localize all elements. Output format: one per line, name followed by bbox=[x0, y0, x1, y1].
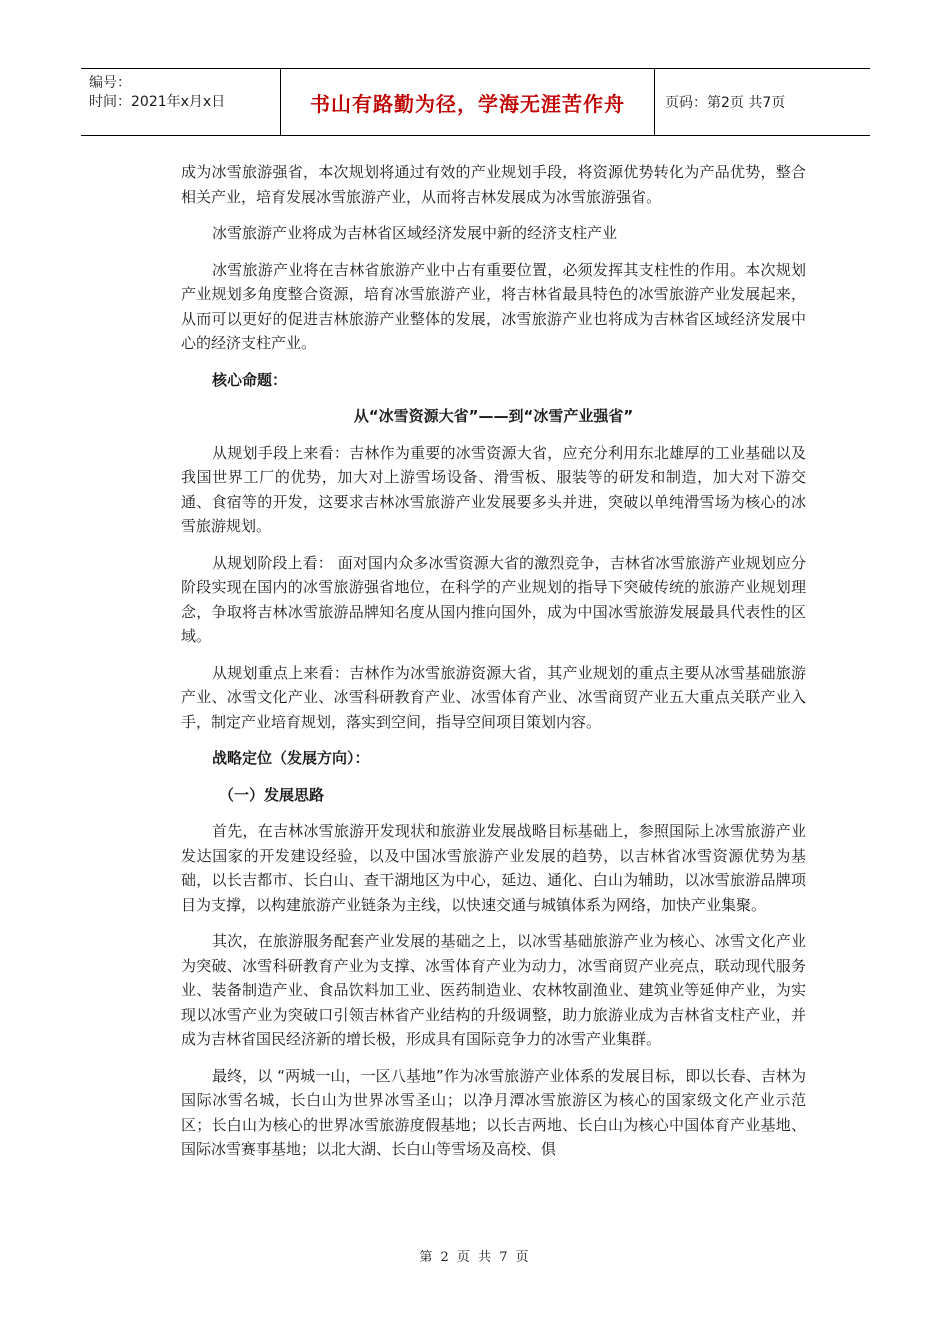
paragraph: 其次，在旅游服务配套产业发展的基础之上，以冰雪基础旅游产业为核心、冰雪文化产业为突破、冰雪科研教育产业为支撑、冰雪体育产业为动力，冰雪商贸产业亮点，联动现代服务业、装备制造产业、食品饮料加工业、医药制造业、农林牧副渔业、建筑业等延伸产业，为实现以冰雪产业为突破口引领吉林省产业结构的升级调整，助力旅游业成为吉林省支柱产业，并成为吉林省国民经济新的增长极，形成具有国际竞争力的冰雪产业集群。 bbox=[181, 932, 806, 1048]
subsection-heading: （一）发展思路 bbox=[219, 785, 325, 804]
section-heading: 战略定位（发展方向）： bbox=[212, 749, 370, 767]
paragraph: 从规划重点上来看：吉林作为冰雪旅游资源大省，其产业规划的重点主要从冰雪基础旅游产业、冰雪文化产业、冰雪科研教育产业、冰雪体育产业、冰雪商贸产业五大重点关联产业入手，制定产业培育规划，落实到空间，指导空间项目策划内容。 bbox=[181, 663, 806, 731]
paragraph: 从规划手段上来看：吉林作为重要的冰雪资源大省，应充分利用东北雄厚的工业基础以及我国世界工厂的优势，加大对上游雪场设备、滑雪板、服装等的研发和制造，加大对下游交通、食宿等的开发，这要求吉林冰雪旅游产业发展要多头并进，突破以单纯滑雪场为核心的冰雪旅游规划。 bbox=[181, 443, 806, 535]
paragraph: 成为冰雪旅游强省，本次规划将通过有效的产业规划手段，将资源优势转化为产品优势，整合相关产业，培育发展冰雪旅游产业，从而将吉林发展成为冰雪旅游强省。 bbox=[181, 163, 806, 206]
paragraph: 冰雪旅游产业将成为吉林省区域经济发展中新的经济支柱产业 bbox=[212, 224, 618, 242]
section-heading: 核心命题： bbox=[212, 370, 288, 389]
paragraph: 从规划阶段上看： 面对国内众多冰雪资源大省的激烈竞争，吉林省冰雪旅游产业规划应分阶段实现在国内的冰雪旅游强省地位，在科学的产业规划的指导下突破传统的旅游产业规划理念，争取将吉林冰雪旅游品牌知名度从国内推向国外，成为中国冰雪旅游发展最具代表性的区域。 bbox=[181, 553, 806, 645]
page-header bbox=[81, 68, 870, 136]
header-meta bbox=[81, 69, 281, 135]
paragraph: 首先，在吉林冰雪旅游开发现状和旅游业发展战略目标基础上，参照国际上冰雪旅游产业发达国家的开发建设经验，以及中国冰雪旅游产业发展的趋势，以吉林省冰雪资源优势为基础，以长吉都市、长白山、查干湖地区为中心，延边、通化、白山为辅助，以冰雪旅游品牌项目为支撑，以构建旅游产业链条为主线，以快速交通与城镇体系为网络，加快产业集聚。 bbox=[181, 822, 806, 914]
header-page-code: 页码：第2页 共7页 bbox=[665, 95, 786, 111]
header-motto: 书山有路勤为径，学海无涯苦作舟 bbox=[281, 69, 655, 135]
page-footer: 第 2 页 共 7 页 bbox=[419, 1250, 531, 1265]
core-proposition: 从“冰雪资源大省”——到“冰雪产业强省” bbox=[353, 407, 634, 425]
paragraph: 冰雪旅游产业将在吉林省旅游产业中占有重要位置，必须发挥其支柱性的作用。本次规划产业规划多角度整合资源，培育冰雪旅游产业，将吉林省最具特色的冰雪旅游产业发展起来，从而可以更好的促进吉林旅游产业整体的发展，冰雪旅游产业也将成为吉林省区域经济发展中心的经济支柱产业。 bbox=[181, 260, 806, 352]
doc-number-label: 编号： bbox=[89, 75, 131, 91]
paragraph: 最终，以 “两城一山，一区八基地”作为冰雪旅游产业体系的发展目标，即以长春、吉林为国际冰雪名城，长白山为世界冰雪圣山；以净月潭冰雪旅游区为核心的国家级文化产业示范区；长白山为核心的世界冰雪旅游度假基地；以长吉两地、长白山为核心中国体育产业基地、国际冰雪赛事基地；以北大湖、长白山等雪场及高校、俱 bbox=[181, 1066, 806, 1158]
date-label: 时间：2021年x月x日 bbox=[89, 94, 226, 110]
document-body bbox=[181, 160, 806, 1174]
